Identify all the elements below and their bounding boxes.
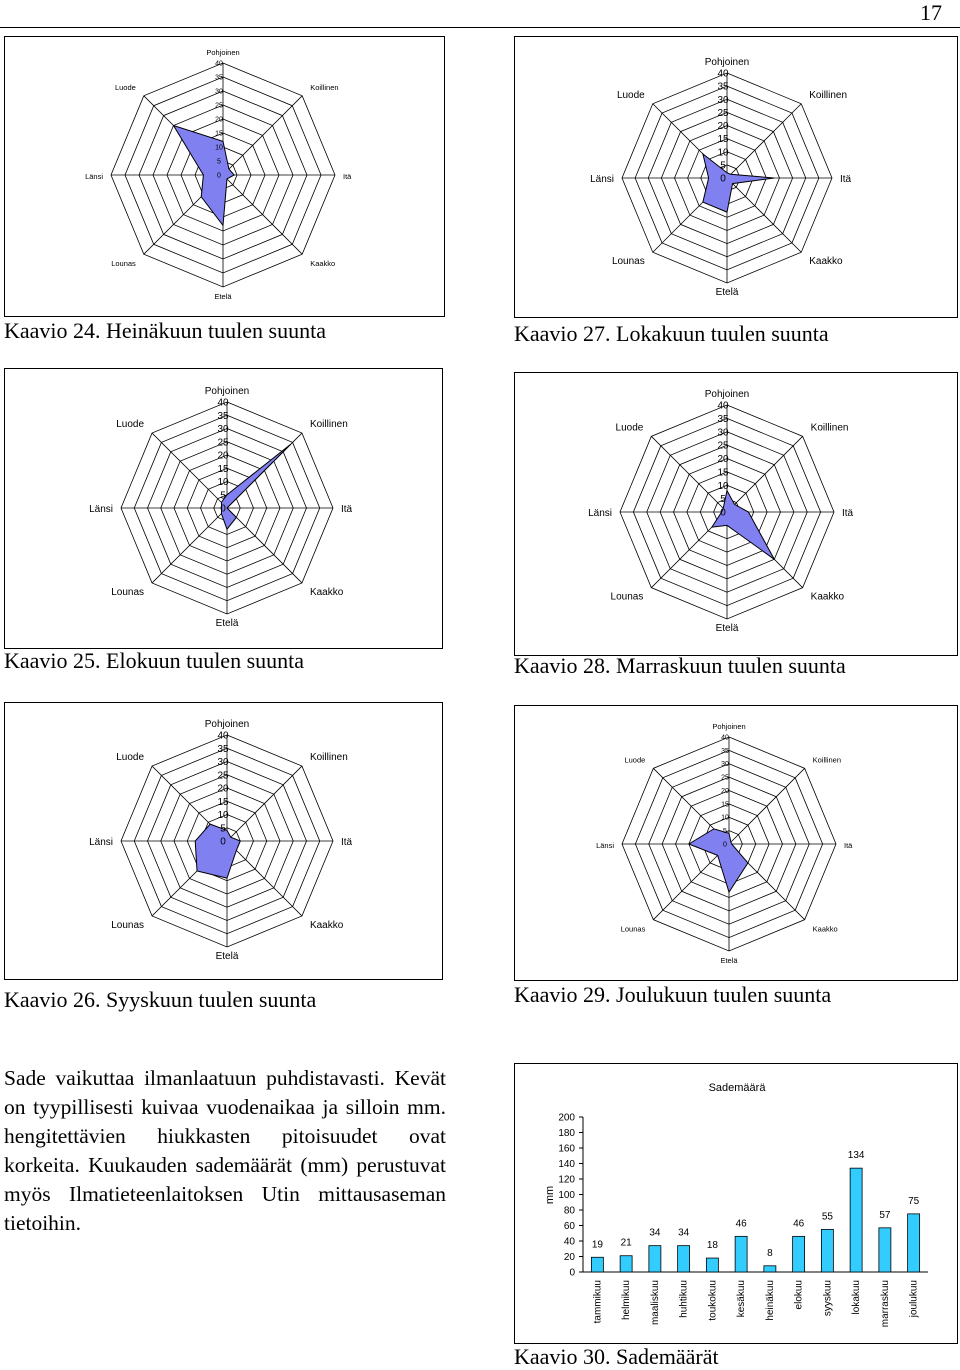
y-tick-label: 200 [558,1112,575,1124]
y-tick-label: 160 [558,1143,575,1155]
radar-tick-label: 5 [220,490,226,502]
radar-tick-label: 5 [720,494,726,506]
direction-label-koillinen: Koillinen [810,422,849,434]
bar-marraskuu [879,1228,891,1272]
x-tick-label: lokakuu [851,1280,863,1315]
radar-chart-syyskuu [4,702,443,980]
radar-tick-label: 10 [217,477,229,488]
direction-label-koillinen: Koillinen [812,755,842,765]
radar-tick-label: 0 [720,173,726,185]
radar-tick-label: 10 [215,144,223,152]
direction-label-koillinen: Koillinen [310,82,339,92]
bar-elokuu [793,1236,805,1272]
x-tick-label: syyskuu [822,1280,834,1317]
y-tick-label: 100 [558,1190,575,1201]
direction-label-itä: Itä [343,172,352,181]
direction-label-kaakko: Kaakko [310,259,336,269]
direction-label-koillinen: Koillinen [309,419,348,431]
radar-tick-label: 15 [721,801,729,809]
radar-chart-elokuu [4,368,443,649]
bar-chart-svg [515,1064,957,1343]
radar-tick-label: 5 [220,823,226,835]
radar-tick-label: 30 [717,94,729,106]
caption-kaavio-28: Kaavio 28. Marraskuun tuulen suunta [514,653,846,678]
y-tick-label: 140 [558,1159,575,1170]
radar-tick-label: 25 [217,770,229,782]
radar-tick-label: 10 [717,480,729,492]
bar-syyskuu [821,1229,833,1272]
y-tick-label: 20 [563,1252,575,1263]
direction-label-kaakko: Kaakko [309,586,344,598]
radar-tick-label: 5 [217,158,221,166]
direction-label-etelä: Etelä [720,956,738,965]
radar-tick-label: 25 [215,102,223,110]
body-paragraph [4,1064,446,1238]
radar-series [195,824,240,878]
bar-kesäkuu [735,1236,747,1272]
radar-tick-label: 20 [717,121,729,132]
direction-label-lounas: Lounas [111,586,145,598]
radar-chart-marraskuu [514,372,958,656]
radar-tick-label: 15 [717,467,729,479]
radar-series [174,126,235,226]
data-label: 18 [706,1240,718,1252]
radar-svg [515,373,957,655]
direction-label-itä: Itä [844,841,853,850]
x-tick-label: marraskuu [879,1280,891,1328]
direction-label-länsi: Länsi [85,172,103,181]
radar-tick-label: 10 [721,814,729,822]
x-tick-label: joulukuu [908,1280,920,1318]
x-tick-label: huhtikuu [678,1280,690,1318]
bar-helmikuu [620,1256,632,1272]
direction-label-itä: Itä [842,508,854,519]
y-tick-label: 0 [569,1267,575,1279]
radar-tick-label: 35 [217,410,229,422]
radar-tick-label: 20 [217,783,229,795]
radar-tick-label: 35 [217,743,229,755]
radar-tick-label: 40 [215,60,223,68]
radar-chart-heinakuu [4,36,445,317]
direction-label-itä: Itä [341,504,353,515]
direction-label-länsi: Länsi [590,174,614,185]
radar-tick-label: 30 [721,761,729,769]
radar-tick-label: 0 [220,503,226,515]
radar-tick-label: 20 [717,454,729,465]
radar-tick-label: 30 [217,424,229,435]
direction-label-lounas: Lounas [611,256,645,268]
x-tick-label: heinäkuu [764,1280,776,1321]
radar-svg [515,706,957,980]
direction-label-itä: Itä [840,174,852,185]
y-tick-label: 120 [558,1174,575,1186]
direction-label-länsi: Länsi [89,504,113,515]
x-tick-label: maaliskuu [649,1280,661,1326]
header-rule [0,27,960,28]
radar-tick-label: 40 [717,400,729,412]
direction-label-luode: Luode [616,89,645,101]
direction-label-länsi: Länsi [596,841,614,850]
radar-tick-label: 0 [220,836,226,848]
radar-tick-label: 35 [215,74,223,82]
x-tick-label: kesäkuu [736,1280,748,1318]
radar-tick-label: 30 [215,88,223,96]
caption-kaavio-30: Kaavio 30. Sademäärät [514,1344,719,1369]
direction-label-lounas: Lounas [111,259,136,269]
direction-label-lounas: Lounas [620,924,646,934]
paragraph-sade: Sade vaikuttaa ilmanlaatuun puhdistavasti. Kevät on tyypillisesti kuivaa vuodenaikaa ja silloin mm. hengitettävien hiukkasten pitoisuudet ovat korkeita. Kuukauden sademäärät (mm) perustuvat myös Ilmatieteenlaitoksen Utin mittausaseman tietoihin. [4,1066,446,1235]
radar-tick-label: 15 [217,796,229,808]
bar-lokakuu [850,1168,862,1272]
data-label: 75 [908,1195,920,1207]
data-label: 134 [847,1150,865,1162]
radar-tick-label: 20 [217,450,229,462]
data-label: 57 [879,1209,891,1221]
radar-tick-label: 10 [717,147,729,159]
radar-tick-label: 30 [217,757,229,768]
direction-label-kaakko: Kaakko [809,256,843,268]
x-tick-label: elokuu [793,1280,805,1310]
y-tick-label: 40 [563,1236,575,1248]
direction-label-itä: Itä [341,837,353,848]
bar-joulukuu [908,1214,920,1272]
direction-label-pohjoinen: Pohjoinen [704,57,750,68]
caption-kaavio-27: Kaavio 27. Lokakuun tuulen suunta [514,321,829,346]
radar-tick-label: 40 [721,734,729,742]
radar-tick-label: 20 [721,787,729,795]
x-tick-label: toukokuu [707,1280,719,1321]
radar-tick-label: 40 [217,730,229,742]
direction-label-etelä: Etelä [715,623,739,634]
direction-label-etelä: Etelä [715,287,739,298]
direction-label-kaakko: Kaakko [810,591,845,603]
direction-label-koillinen: Koillinen [809,89,848,101]
radar-tick-label: 40 [217,397,229,409]
data-label: 21 [620,1237,632,1249]
radar-svg [515,37,957,317]
direction-label-luode: Luode [116,752,145,764]
radar-tick-label: 25 [717,440,729,452]
radar-tick-label: 35 [717,413,729,425]
radar-chart-lokakuu [514,36,958,318]
direction-label-luode: Luode [116,419,145,431]
radar-svg [5,703,442,979]
data-label: 46 [735,1218,747,1230]
radar-tick-label: 5 [720,160,726,172]
direction-label-lounas: Lounas [610,591,644,603]
radar-tick-label: 10 [217,810,229,821]
radar-tick-label: 35 [721,747,729,755]
radar-tick-label: 15 [717,134,729,146]
radar-tick-label: 0 [723,841,727,849]
y-tick-label: 80 [563,1205,575,1217]
direction-label-etelä: Etelä [215,618,239,629]
data-label: 19 [591,1239,603,1251]
caption-kaavio-26: Kaavio 26. Syyskuun tuulen suunta [4,987,317,1012]
direction-label-pohjoinen: Pohjoinen [204,719,250,730]
radar-tick-label: 0 [720,507,726,519]
data-label: 46 [793,1218,805,1230]
direction-label-pohjoinen: Pohjoinen [206,48,240,57]
radar-svg [5,37,444,316]
radar-tick-label: 5 [723,828,727,836]
x-tick-label: helmikuu [621,1280,633,1321]
direction-label-lounas: Lounas [111,919,145,931]
bar-huhtikuu [678,1246,690,1272]
x-tick-label: tammikuu [592,1280,604,1324]
radar-svg [5,369,442,648]
bar-maaliskuu [649,1246,661,1272]
radar-tick-label: 0 [217,172,221,180]
radar-tick-label: 40 [717,68,729,80]
direction-label-pohjoinen: Pohjoinen [712,722,746,731]
radar-tick-label: 25 [721,774,729,782]
direction-label-luode: Luode [615,422,644,434]
direction-label-koillinen: Koillinen [309,752,348,764]
data-label: 34 [649,1227,661,1239]
bar-tammikuu [591,1257,603,1272]
data-label: 55 [821,1211,833,1223]
page-number: 17 [920,0,942,25]
direction-label-länsi: Länsi [588,508,612,519]
direction-label-kaakko: Kaakko [309,919,344,931]
direction-label-etelä: Etelä [215,951,239,962]
direction-label-kaakko: Kaakko [812,924,838,934]
radar-tick-label: 15 [217,463,229,475]
radar-tick-label: 20 [215,116,223,124]
radar-tick-label: 15 [215,130,223,138]
chart-title: Sademäärä [708,1082,766,1094]
data-label: 34 [678,1227,690,1239]
direction-label-pohjoinen: Pohjoinen [204,386,250,397]
radar-tick-label: 30 [717,427,729,439]
bar-chart-sademaarat [514,1063,958,1344]
radar-chart-joulukuu [514,705,958,981]
y-axis-label: mm [544,1185,556,1205]
direction-label-luode: Luode [114,82,136,92]
direction-label-luode: Luode [624,755,646,765]
caption-kaavio-25: Kaavio 25. Elokuun tuulen suunta [4,648,305,673]
bar-heinäkuu [764,1266,776,1272]
y-tick-label: 60 [563,1221,575,1232]
radar-tick-label: 35 [717,81,729,93]
direction-label-länsi: Länsi [89,837,113,848]
direction-label-pohjoinen: Pohjoinen [704,389,750,400]
radar-series [703,154,774,212]
radar-series [689,829,748,892]
radar-tick-label: 25 [717,107,729,119]
caption-kaavio-29: Kaavio 29. Joulukuun tuulen suunta [514,982,832,1007]
data-label: 8 [767,1247,773,1259]
direction-label-etelä: Etelä [214,292,232,301]
caption-kaavio-24: Kaavio 24. Heinäkuun tuulen suunta [4,318,326,343]
bar-toukokuu [706,1258,718,1272]
radar-tick-label: 25 [217,437,229,449]
y-tick-label: 180 [558,1128,575,1139]
